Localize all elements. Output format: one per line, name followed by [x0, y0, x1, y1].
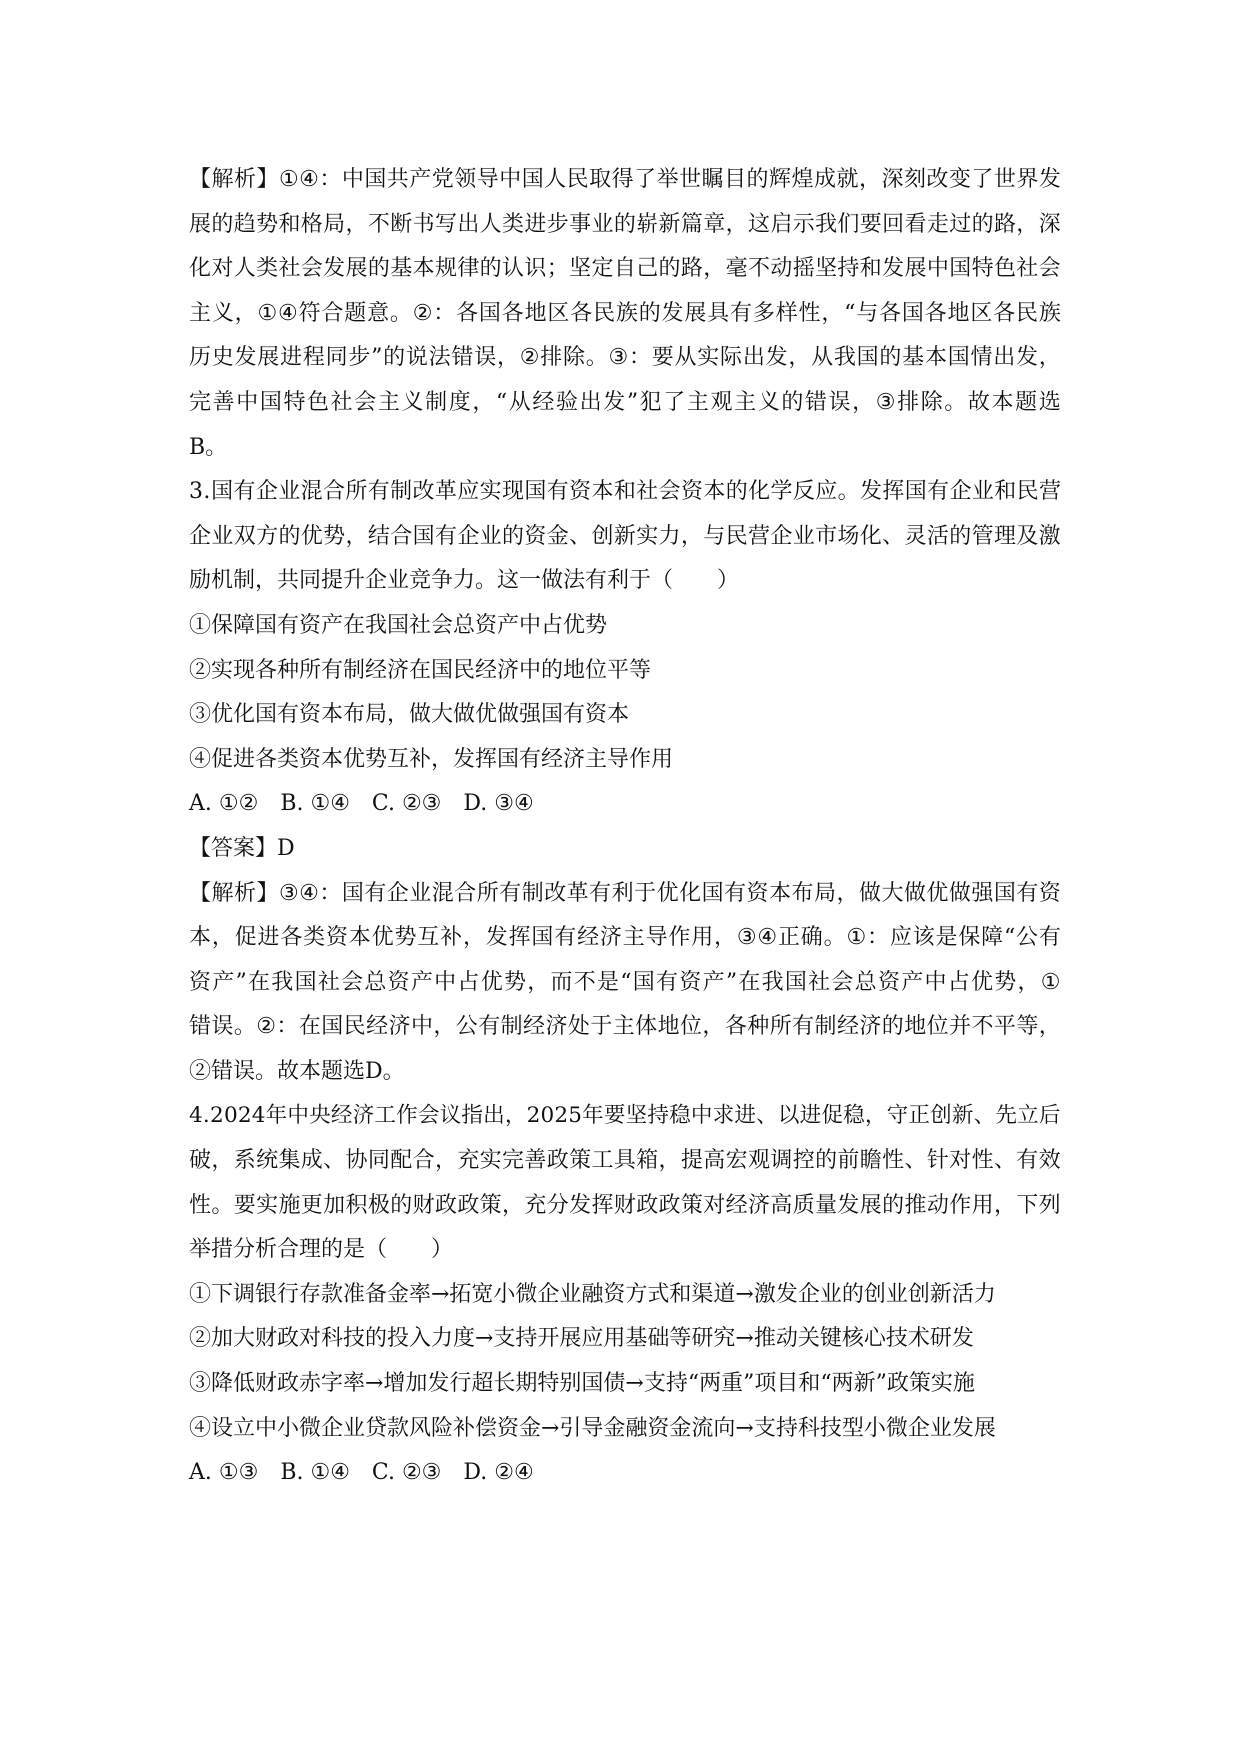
- analysis-line: 化 对 人 类 社 会 发 展 的 基 本 规 律 的 认 识 ； 坚 定 自 己 的 路 ， 毫 不 动 摇 坚 持 和 发 展 中 国 特 色 社 会: [189, 256, 1061, 282]
- analysis-line: 资 产 ” 在 我 国 社 会 总 资 产 中 占 优 势 ， 而 不 是 “ 国 有 资 产 ” 在 我 国 社 会 总 资 产 中 占 优 势 ， ①: [189, 969, 1061, 995]
- question-item: ①下调银行存款准备金率→拓宽小微企业融资方式和渠道→激发企业的创业创新活力: [189, 1281, 996, 1307]
- analysis-line: 错 误 。 ② ： 在 国 民 经 济 中 ， 公 有 制 经 济 处 于 主 体 地 位 ， 各 种 所 有 制 经 济 的 地 位 并 不 平 等 ，: [189, 1014, 1061, 1040]
- question-item: ④设立中小微企业贷款风险补偿资金→引导金融资金流向→支持科技型小微企业发展: [189, 1415, 996, 1441]
- analysis-line: 主 义 ， ① ④ 符 合 题 意 。 ② ： 各 国 各 地 区 各 民 族 的 发 展 具 有 多 样 性 ， “ 与 各 国 各 地 区 各 民 族: [189, 300, 1061, 326]
- question-stem-line: 企 业 双 方 的 优 势 ， 结 合 国 有 企 业 的 资 金 、 创 新 实 力 ， 与 民 营 企 业 市 场 化 、 灵 活 的 管 理 及 激: [189, 523, 1061, 549]
- question-item: ③降低财政赤字率→增加发行超长期特别国债→支持“两重”项目和“两新”政策实施: [189, 1371, 975, 1397]
- answer-choices: A. ①② B. ①④ C. ②③ D. ③④: [189, 791, 534, 817]
- question-item: ④促进各类资本优势互补，发挥国有经济主导作用: [189, 746, 674, 772]
- question-stem-line: 破 ， 系 统 集 成 、 协 同 配 合 ， 充 实 完 善 政 策 工 具 箱 ， 提 高 宏 观 调 控 的 前 瞻 性 、 针 对 性 、 有 效: [189, 1148, 1061, 1174]
- document-page: [189, 158, 1061, 1496]
- analysis-line: 本 ， 促 进 各 类 资 本 优 势 互 补 ， 发 挥 国 有 经 济 主 导 作 用 ， ③ ④ 正 确 。 ① ： 应 该 是 保 障 “ 公 有: [189, 925, 1061, 951]
- question-item: ②实现各种所有制经济在国民经济中的地位平等: [189, 657, 652, 683]
- analysis-line: 历 史 发 展 进 程 同 步 ” 的 说 法 错 误 ， ② 排 除 。 ③ ： 要 从 实 际 出 发 ， 从 我 国 的 基 本 国 情 出 发 ，: [189, 345, 1061, 371]
- answer-choices: A. ①③ B. ①④ C. ②③ D. ②④: [189, 1460, 534, 1486]
- analysis-line: 展 的 趋 势 和 格 局 ， 不 断 书 写 出 人 类 进 步 事 业 的 崭 新 篇 章 ， 这 启 示 我 们 要 回 看 走 过 的 路 ， 深: [189, 211, 1061, 237]
- question-item: ③优化国有资本布局，做大做优做强国有资本: [189, 702, 630, 728]
- analysis-line: 【 解 析 】 ① ④ ： 中 国 共 产 党 领 导 中 国 人 民 取 得 了 举 世 瞩 目 的 辉 煌 成 就 ， 深 刻 改 变 了 世 界 发: [189, 167, 1061, 192]
- analysis-line: ②错误。故本题选D。: [189, 1058, 405, 1084]
- analysis-line: 【 解 析 】 ③ ④ ： 国 有 企 业 混 合 所 有 制 改 革 有 利 于 优 化 国 有 资 本 布 局 ， 做 大 做 优 做 强 国 有 资: [189, 880, 1061, 906]
- question-stem-line: 励机制，共同提升企业竞争力。这一做法有利于（ ）: [189, 568, 740, 594]
- question-stem-line: 4 . 2 0 2 4 年 中 央 经 济 工 作 会 议 指 出 ， 2 0 2 5 年 要 坚 持 稳 中 求 进 、 以 进 促 稳 ， 守 正 创 新 、 先 立 后: [189, 1103, 1061, 1129]
- analysis-line: B。: [189, 434, 228, 460]
- question-stem-line: 性 。 要 实 施 更 加 积 极 的 财 政 政 策 ， 充 分 发 挥 财 政 政 策 对 经 济 高 质 量 发 展 的 推 动 作 用 ， 下 列: [189, 1192, 1061, 1218]
- question-stem-line: 3 . 国 有 企 业 混 合 所 有 制 改 革 应 实 现 国 有 资 本 和 社 会 资 本 的 化 学 反 应 。 发 挥 国 有 企 业 和 民 营: [189, 479, 1061, 505]
- question-stem-line: 举措分析合理的是（ ）: [189, 1237, 454, 1263]
- question-item: ①保障国有资产在我国社会总资产中占优势: [189, 612, 608, 638]
- question-item: ②加大财政对科技的投入力度→支持开展应用基础等研究→推动关键核心技术研发: [189, 1326, 974, 1352]
- analysis-line: 完 善 中 国 特 色 社 会 主 义 制 度 ， “ 从 经 验 出 发 ” 犯 了 主 观 主 义 的 错 误 ， ③ 排 除 。 故 本 题 选: [189, 389, 1061, 415]
- answer-key: 【答案】D: [189, 835, 295, 861]
